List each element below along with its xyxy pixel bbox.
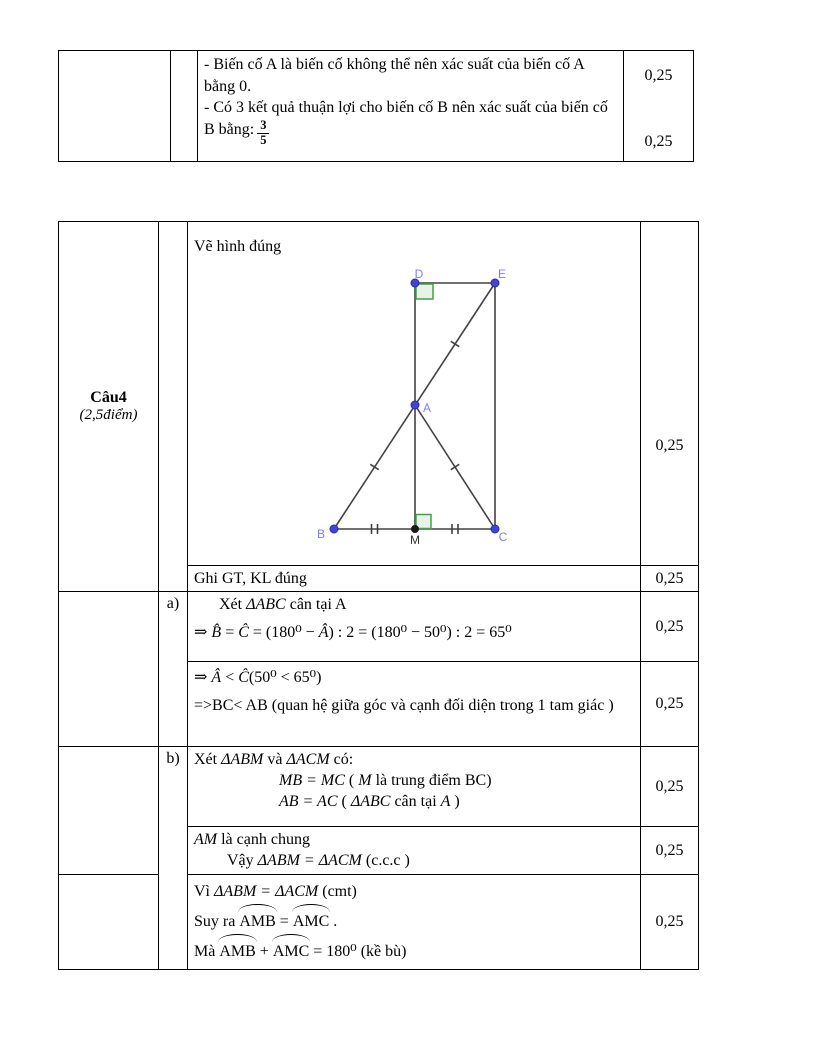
part-label-a: a) <box>159 592 188 747</box>
solution-cell <box>188 827 641 875</box>
tick-AC <box>451 464 459 469</box>
tick-BA <box>370 464 378 469</box>
label-B: B <box>317 527 326 541</box>
solution-line: ⇒ B̂ = Ĉ = (180⁰ − Â) : 2 = (180⁰ − 50⁰) : 2 = 65⁰ <box>194 624 512 641</box>
solution-line: Mà AMB + AMC = 180⁰ (kề bù) <box>194 937 634 967</box>
fraction-numerator: 3 <box>257 119 269 134</box>
figure-caption: Vẽ hình đúng <box>194 238 282 255</box>
gt-kl-cell: Ghi GT, KL đúng <box>188 566 641 592</box>
answer-line: - Có 3 kết quả thuận lợi cho biến cố B nên xác suất của biến cố B bằng: $\frac{3}{5}$ <box>204 99 608 147</box>
table-row-a1 <box>59 592 699 662</box>
figure-cell <box>188 222 641 566</box>
fraction-denominator: 5 <box>260 132 267 147</box>
score-cell: 0,25 <box>641 747 699 827</box>
solution-line: AB = AC ( ΔABC cân tại A ) <box>279 793 460 810</box>
question4-score-table <box>58 221 699 970</box>
table-row-b1 <box>59 747 699 827</box>
label-E: E <box>497 267 507 281</box>
label-A: A <box>423 401 432 415</box>
score-cell: 0,25 <box>641 592 699 662</box>
point-M <box>412 526 419 533</box>
solution-cell <box>188 747 641 827</box>
score-cell: 0,25 <box>641 827 699 875</box>
solution-cell <box>188 875 641 970</box>
right-angle-D <box>416 284 433 299</box>
score-cell <box>624 51 694 162</box>
answer-line: - Biến cố A là biến cố không thể nên xác suất của biến cố A bằng 0. <box>204 56 584 95</box>
probability-score-table <box>58 50 694 162</box>
question-label-cell <box>59 222 159 592</box>
triangle-diagram <box>309 264 519 556</box>
solution-line: Xét ΔABC cân tại A <box>219 596 347 613</box>
label-D: D <box>414 267 424 281</box>
label-M: M <box>410 533 420 547</box>
solution-cell <box>188 592 641 662</box>
score-cell: 0,25 <box>641 875 699 970</box>
score-value: 0,25 <box>644 67 673 84</box>
score-stack <box>630 53 687 151</box>
solution-line: MB = MC ( M là trung điểm BC) <box>279 772 492 789</box>
answer-cell <box>198 51 624 162</box>
part-col-empty <box>159 222 188 592</box>
score-cell: 0,25 <box>641 566 699 592</box>
question-col-empty <box>59 875 159 970</box>
solution-line: =>BC< AB (quan hệ giữa góc và cạnh đối diện trong 1 tam giác ) <box>194 697 614 714</box>
tick-AE <box>451 341 459 346</box>
solution-line: Vậy ΔABM = ΔACM (c.c.c ) <box>227 852 410 869</box>
label-C: C <box>498 530 508 544</box>
widehat-angle: AMB <box>239 907 275 937</box>
fraction <box>257 119 269 148</box>
table-row-c1 <box>59 875 699 970</box>
solution-line: Suy ra AMB = AMC . <box>194 907 634 937</box>
solution-line: ⇒ Â < Ĉ(50⁰ < 65⁰) <box>194 669 322 686</box>
solution-line: Xét ΔABM và ΔACM có: <box>194 751 354 768</box>
solution-line: Vì ΔABM = ΔACM (cmt) <box>194 883 357 900</box>
question-number: Câu4 <box>90 389 127 406</box>
score-cell: 0,25 <box>641 662 699 747</box>
part-col-empty <box>171 51 198 162</box>
widehat-angle: AMC <box>273 937 309 967</box>
question-col-empty <box>59 51 171 162</box>
point-B <box>330 525 338 533</box>
table-row <box>59 51 694 162</box>
question-col-empty <box>59 747 159 875</box>
geometry-figure <box>309 264 634 561</box>
widehat-angle: AMB <box>219 937 255 967</box>
score-value: 0,25 <box>644 133 673 150</box>
question-col-empty <box>59 592 159 747</box>
score-cell: 0,25 <box>641 222 699 566</box>
right-angle-M <box>416 515 431 529</box>
question-points: (2,5điểm) <box>79 407 138 423</box>
part-label-b: b) <box>159 747 188 970</box>
point-A <box>411 401 419 409</box>
solution-line: AM là cạnh chung <box>194 831 310 848</box>
table-row-figure <box>59 222 699 566</box>
widehat-angle: AMC <box>293 907 329 937</box>
solution-cell <box>188 662 641 747</box>
